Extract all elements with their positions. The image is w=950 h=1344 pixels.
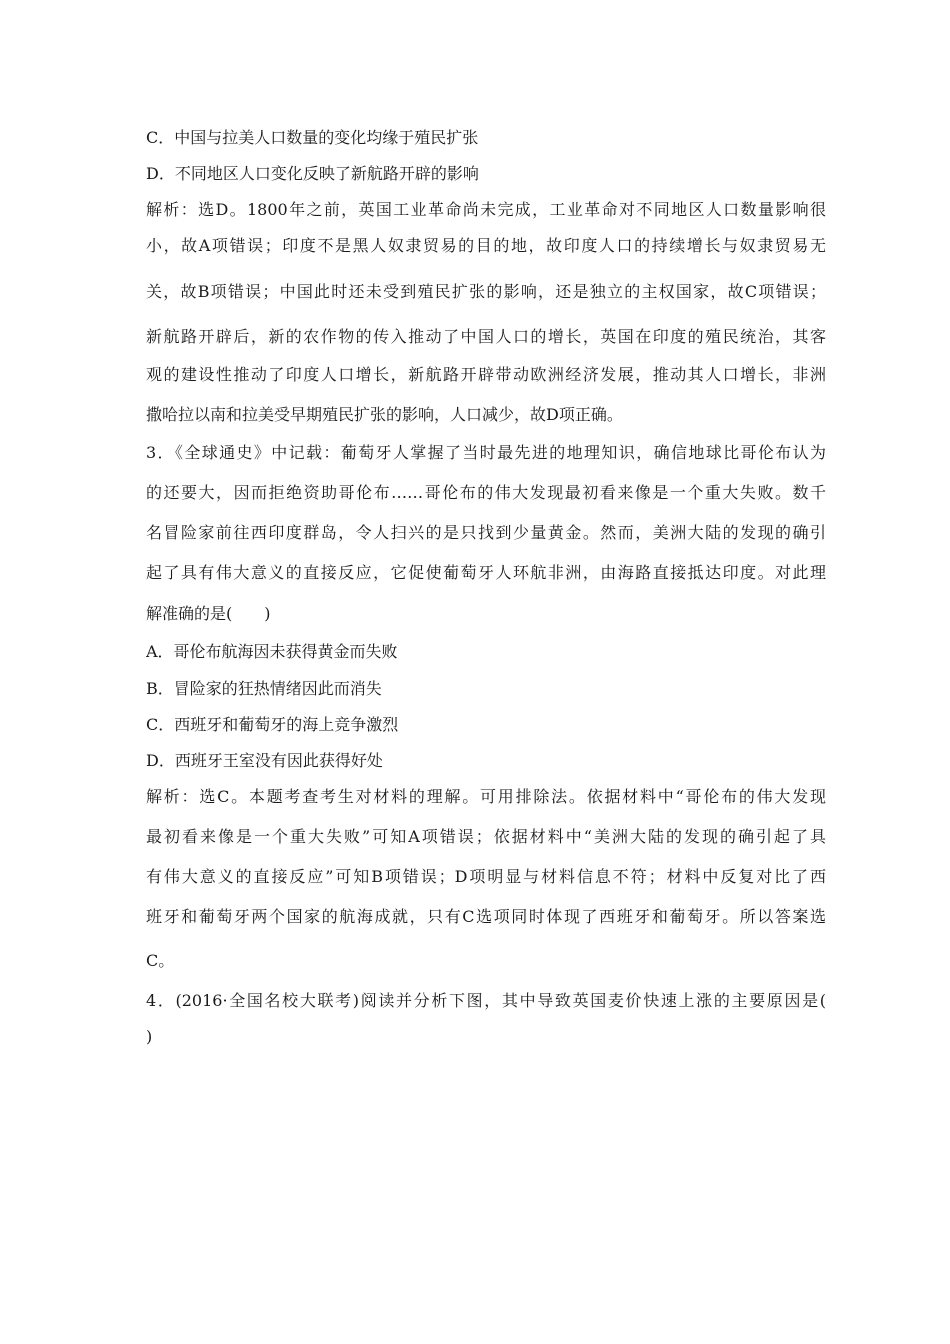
analysis-line: 撒哈拉以南和拉美受早期殖民扩张的影响，人口减少，故D项正确。 [146,405,623,424]
analysis-line: 小，故A项错误；印度不是黑人奴隶贸易的目的地，故印度人口的持续增长与奴隶贸易无 [146,236,826,255]
analysis-line: 观的建设性推动了印度人口增长，新航路开辟带动欧洲经济发展，推动其人口增长，非洲 [146,365,826,384]
analysis-line: 解析：选D。1800年之前，英国工业革命尚未完成，工业革命对不同地区人口数量影响很 [146,200,826,219]
question-3-line: 3．《全球通史》中记载：葡萄牙人掌握了当时最先进的地理知识，确信地球比哥伦布认为 [146,443,826,462]
question-3-line: 解准确的是( ) [146,604,271,623]
analysis-line: 解析：选C。本题考查考生对材料的理解。可用排除法。依据材料中“哥伦布的伟大发现 [146,787,826,806]
question-4-line: ) [146,1027,153,1046]
option-a-line: A．哥伦布航海因未获得黄金而失败 [146,642,398,661]
option-c-line: C．中国与拉美人口数量的变化均缘于殖民扩张 [146,128,479,147]
analysis-line: 关，故B项错误；中国此时还未受到殖民扩张的影响，还是独立的主权国家，故C项错误； [146,282,826,301]
option-c-line: C．西班牙和葡萄牙的海上竞争激烈 [146,715,399,734]
question-3-line: 的还要大，因而拒绝资助哥伦布……哥伦布的伟大发现最初看来像是一个重大失败。数千 [146,483,826,502]
analysis-line: 新航路开辟后，新的农作物的传入推动了中国人口的增长，英国在印度的殖民统治，其客 [146,327,826,346]
option-d-line: D．西班牙王室没有因此获得好处 [146,751,383,770]
question-3-line: 起了具有伟大意义的直接反应，它促使葡萄牙人环航非洲，由海路直接抵达印度。对此理 [146,563,826,582]
analysis-line: 有伟大意义的直接反应”可知B项错误；D项明显与材料信息不符；材料中反复对比了西 [146,867,826,886]
option-b-line: B．冒险家的狂热情绪因此而消失 [146,679,382,698]
analysis-line: C。 [146,951,175,970]
question-4-line: 4．(2016·全国名校大联考)阅读并分析下图，其中导致英国麦价快速上涨的主要原因是( [146,991,826,1010]
analysis-line: 班牙和葡萄牙两个国家的航海成就，只有C选项同时体现了西班牙和葡萄牙。所以答案选 [146,907,826,926]
question-3-line: 名冒险家前往西印度群岛，令人扫兴的是只找到少量黄金。然而，美洲大陆的发现的确引 [146,523,826,542]
analysis-line: 最初看来像是一个重大失败”可知A项错误；依据材料中“美洲大陆的发现的确引起了具 [146,827,826,846]
option-d-line: D．不同地区人口变化反映了新航路开辟的影响 [146,164,479,183]
